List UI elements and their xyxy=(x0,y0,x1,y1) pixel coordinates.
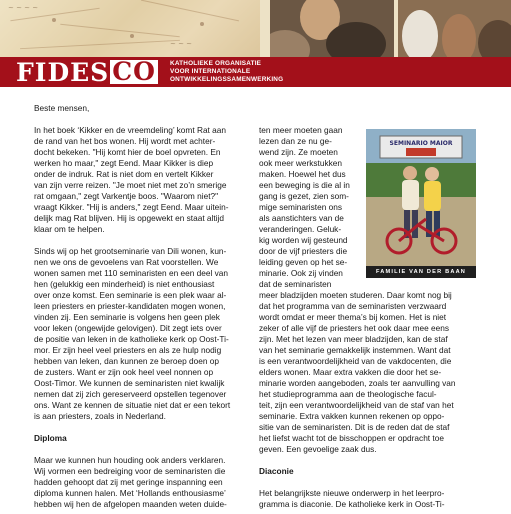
organisation-tagline xyxy=(170,60,283,85)
text-line: delijk mag Rat blijven. Hij is opgewekt en staat altijd xyxy=(34,213,224,223)
text-line: rat omgaan," zegt Varkentje boos. "Waarom niet?" xyxy=(34,191,219,201)
text-line: elders wonen. Maar extra vakken die door het se- xyxy=(259,367,442,377)
text-line: mor. Er zijn heel veel priesters en als ze hulp nodig xyxy=(34,345,222,355)
text-line: gang is gezet, zien som- xyxy=(259,191,349,201)
text-line: is een verantwoordelijkheid van de vakdocenten, die xyxy=(259,356,452,366)
text-line: lezen dan ze nu ge- xyxy=(259,136,332,146)
tagline-line: VOOR INTERNATIONALE xyxy=(170,68,251,76)
text-line: van het seminarie gemakkelijk instemmen. Want dat xyxy=(259,345,451,355)
text-line: is aan priesters, zoals in Nederland. xyxy=(34,411,166,421)
text-line: van zijn verre reizen. "Je moet niet met zo’n smerige xyxy=(34,180,227,190)
text-line: wonen samen met 110 seminaristen en een deel van xyxy=(34,268,229,278)
text-line: over onze komst. Een seminarie is een plek waar al- xyxy=(34,290,227,300)
text-line: Oost-Timor. We kunnen de seminaristen niet kwalijk xyxy=(34,378,225,388)
text-line: minarie. Ook zij vinden xyxy=(259,268,343,278)
section-heading: Diploma xyxy=(34,433,67,443)
text-line: wordt omdat er meer thema’s bij komen. Het is niet xyxy=(259,312,447,322)
header-photo-left xyxy=(270,0,394,58)
article-column-right-bottom xyxy=(259,290,456,510)
text-line xyxy=(259,455,456,466)
text-line: ten meer moeten gaan xyxy=(259,125,343,135)
logo-box-text: CO xyxy=(112,57,156,86)
text-line: In het boek ‘Kikker en de vreemdeling’ komt Rat aan xyxy=(34,125,227,135)
tagline-line: KATHOLIEKE ORGANISATIE xyxy=(170,60,262,67)
text-line: hebben van leken, dan kunnen ze beroep doen op xyxy=(34,356,219,366)
text-line xyxy=(34,444,230,455)
text-line: als aanstichters van de xyxy=(259,213,344,223)
text-line: hen (gelukkig een minderheid) is niet enthousiast xyxy=(34,279,215,289)
photo-sign-text: SEMINARIO MAIOR xyxy=(389,140,453,147)
tagline-line: ONTWIKKELINGSSAMENWERKING xyxy=(170,76,284,84)
fidesco-logo xyxy=(16,58,158,86)
logo-text: FIDES xyxy=(16,57,110,87)
text-line: meer bladzijden moeten studeren. Daar komt nog bij xyxy=(259,290,452,300)
text-line: voor leken (ongewijde gelovigen). Dit zegt iets over xyxy=(34,323,222,333)
family-photo xyxy=(366,129,476,266)
text-line: maken. Hoewel het dus xyxy=(259,169,346,179)
article-column-left xyxy=(34,125,230,510)
text-line: het liefst wacht tot de bisschoppen er opdracht toe xyxy=(259,433,444,443)
text-line: veranderingen. Geluk- xyxy=(259,224,342,234)
text-line: leen priesters en priester-kandidaten mogen wonen, xyxy=(34,301,226,311)
text-line: mige seminaristen ons xyxy=(259,202,343,212)
text-line: zijn. Met het lezen van meer bladzijden, kan de staf xyxy=(259,334,448,344)
text-line: Het belangrijkste nieuwe onderwerp in het leerpro- xyxy=(259,488,445,498)
text-line: de zusters. Want er zijn ook heel veel nonnen op xyxy=(34,367,214,377)
text-line: geven. Een gevoelige zaak dus. xyxy=(259,444,377,454)
text-line: klaar om te helpen. xyxy=(34,224,105,234)
photo-caption: FAMILIE VAN DER BAAN xyxy=(366,266,476,278)
article-column-right-top xyxy=(259,125,350,290)
text-line: de positie van leken in de katholieke kerk op Oost-Ti- xyxy=(34,334,229,344)
text-line: gramma is diaconie. De katholieke kerk in Oost-Ti- xyxy=(259,499,445,509)
header-banner xyxy=(0,0,511,60)
text-line: minarie worden aangeboden, zoals ter aanvulling van xyxy=(259,378,456,388)
text-line: dat de seminaristen xyxy=(259,279,332,289)
text-line: het studieprogramma aan de theologische facul- xyxy=(259,389,437,399)
text-line: docht bekeken. "Hij komt hier de boel opvreten. En xyxy=(34,147,221,157)
text-line: hadden gehoopt dat zij met geringe inspanning een xyxy=(34,477,223,487)
text-line: Sinds wij op het grootseminarie van Dili wonen, kun- xyxy=(34,246,227,256)
text-line: werken ho maar," zegt Eend. Maar Kikker is diep xyxy=(34,158,214,168)
text-line: een beweging is die al in xyxy=(259,180,350,190)
greeting: Beste mensen, xyxy=(34,103,90,113)
text-line: dat het programma van de seminaristen verzwaard xyxy=(259,301,447,311)
text-line: nen we ons de gevoelens van Rat voorstellen. We xyxy=(34,257,219,267)
map-decoration: ~ ~ ~ ~ ~ ~ ~ xyxy=(0,0,260,60)
text-line: hebben wij hen de afgelopen maanden weten duide- xyxy=(34,499,227,509)
text-line: seminarie. Extra vakken kunnen rekenen op oppo- xyxy=(259,411,445,421)
text-line: ook meer werkstukken xyxy=(259,158,343,168)
text-line: Wij vormen een bedreiging voor de seminaristen die xyxy=(34,466,226,476)
text-line xyxy=(34,422,230,433)
section-heading: Diaconie xyxy=(259,466,294,476)
text-line: nemen dat zij zich gereserveerd opstellen tegenover xyxy=(34,389,227,399)
text-line: vraagt Kikker. "Hij is anders," zegt Eend. Maar uitein- xyxy=(34,202,229,212)
text-line: wend zijn. Ze moeten xyxy=(259,147,338,157)
text-line: onder de indruk. Rat is niet dom en vertelt Kikker xyxy=(34,169,214,179)
text-line: kig worden wij gesteund xyxy=(259,235,348,245)
text-line xyxy=(259,477,456,488)
text-line: sitie van de seminaristen. Dit is de reden dat de staf xyxy=(259,422,450,432)
text-line xyxy=(34,235,230,246)
text-line: diploma kunnen halen. Met ‘Hollands enthousiasme’ xyxy=(34,488,226,498)
family-photo-illustration xyxy=(366,129,476,266)
text-line: ons. Want ze kennen de situatie niet dat er een tekort xyxy=(34,400,231,410)
text-line: vinden zij. Een seminarie is volgens hen geen plek xyxy=(34,312,220,322)
text-line: de rand van het bos wonen. Hij wordt met achter- xyxy=(34,136,216,146)
text-line: zeker of alle vijf de priesters het ook daar mee eens xyxy=(259,323,450,333)
header-photo-right xyxy=(398,0,511,58)
text-line: door de vijf priesters die xyxy=(259,246,348,256)
text-line: teit, zijn een verantwoordelijkheid van de staf van het xyxy=(259,400,454,410)
text-line: leiding geven op het se- xyxy=(259,257,348,267)
text-line: Maar we kunnen hun houding ook anders verklaren. xyxy=(34,455,226,465)
